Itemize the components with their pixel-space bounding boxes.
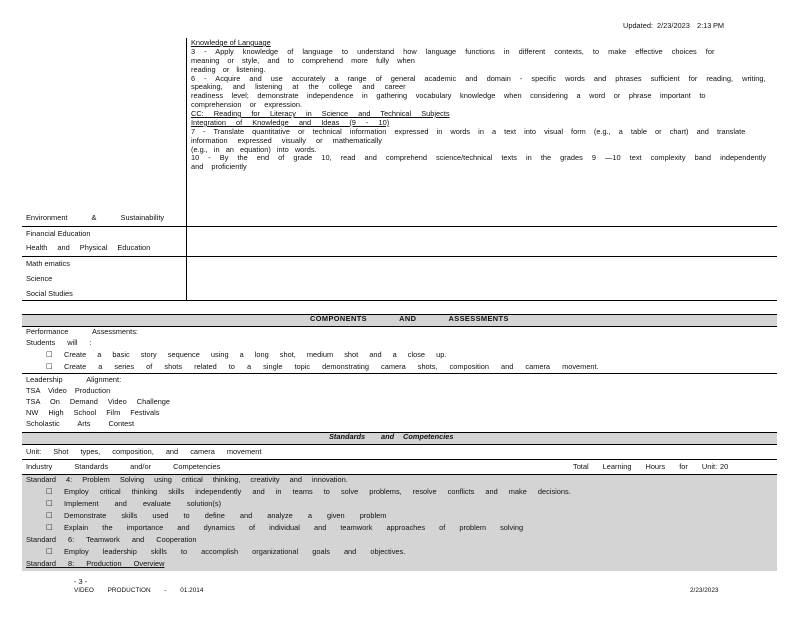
language-line: 6 - Acquire and use accurately a range of general academic and domain - specific words and phrases sufficient for reading, writing, <box>191 73 766 83</box>
language-heading: Knowledge of Language <box>191 38 271 47</box>
standards-title-3: Competencies <box>403 432 454 441</box>
updated-label: Updated: <box>623 21 653 30</box>
performance-label: Performance Assessments: <box>26 327 138 336</box>
bullet-glyph: □ <box>46 547 53 555</box>
bullet-glyph: □ <box>46 362 53 370</box>
row-label-math: Math ematics <box>26 259 70 268</box>
top-table-line-1 <box>22 226 777 227</box>
std4-item: Demonstrate skills used to define and analyze a given problem <box>64 511 387 520</box>
integration-heading: Integration of Knowledge and Ideas (9 - 10) <box>191 117 390 127</box>
updated-ampm: PM <box>713 21 725 30</box>
unit-divider <box>22 459 777 460</box>
cc-reading-heading: CC: Reading for Literacy in Science and Technical Subjects <box>191 109 450 118</box>
components-title: COMPONENTS AND ASSESSMENTS <box>310 314 509 323</box>
updated-date: 2/23/2023 <box>657 21 690 30</box>
language-line: information expressed visually or mathematically <box>191 135 382 145</box>
standard-4: Standard 4: Problem Solving using critical thinking, creativity and innovation. <box>26 475 348 484</box>
std4-item: Employ critical thinking skills independently and in teams to solve problems, resolve conflicts and make decisions. <box>64 487 571 496</box>
performance-bullet-2: Create a series of shots related to a single topic demonstrating camera shots, composition and camera movement. <box>64 362 599 371</box>
language-line: comprehension or expression. <box>191 100 303 110</box>
leadership-label: Leadership Alignment: <box>26 375 122 384</box>
footer-page-number: - 3 - <box>74 577 88 586</box>
language-line: 3 - Apply knowledge of language to understand how language functions in different contexts, to make effective choices for <box>191 46 715 56</box>
unit-line: Unit: Shot types, composition, and camera movement <box>26 447 262 456</box>
language-line: 10 - By the end of grade 10, read and comprehend science/technical texts in the grades 9 —10 text complexity band independently <box>191 153 767 163</box>
components-divider <box>22 373 777 374</box>
industry-label: Industry Standards and/or Competencies <box>26 462 221 471</box>
language-line: and proficiently <box>191 162 247 172</box>
top-table-divider <box>186 38 187 300</box>
row-label-financial: Financial Education <box>26 229 91 238</box>
row-label-science: Science <box>26 274 53 283</box>
standard-8: Standard 8: Production Overview <box>26 559 165 568</box>
language-line: (e.g., in an equation) into words. <box>191 144 317 154</box>
language-line: 7 - Translate quantitative or technical information expressed in words in a text into visual form (e.g., a table or chart) and translate <box>191 126 746 136</box>
footer-doc-title: VIDEO PRODUCTION - 01.2014 <box>74 587 204 594</box>
bullet-glyph: □ <box>46 350 53 358</box>
updated-time: 2:13 <box>697 21 712 30</box>
bullet-glyph: □ <box>46 511 53 519</box>
std6-item: Employ leadership skills to accomplish organizational goals and objectives. <box>64 547 406 556</box>
standards-header-bar <box>22 432 777 445</box>
bullet-glyph: □ <box>46 487 53 495</box>
total-hours-value: 20 <box>720 462 729 471</box>
language-line: meaning or style, and to comprehend more fully when <box>191 55 415 65</box>
top-table-line-3 <box>22 300 777 301</box>
standards-title-1: Standards <box>329 432 366 441</box>
footer-date: 2/23/2023 <box>690 587 719 594</box>
top-table-line-2 <box>22 256 777 257</box>
bullet-glyph: □ <box>46 523 53 531</box>
leadership-item: TSA On Demand Video Challenge <box>26 397 171 406</box>
language-line: readiness level; demonstrate independence in gathering vocabulary knowledge when considering a word or phrase important to <box>191 91 706 101</box>
leadership-item: Scholastic Arts Contest <box>26 419 134 428</box>
leadership-item: NW High School Film Festivals <box>26 408 160 417</box>
language-line: speaking, and listening at the college and career <box>191 82 406 92</box>
students-will: Students will : <box>26 338 92 347</box>
bullet-glyph: □ <box>46 499 53 507</box>
performance-bullet-1: Create a basic story sequence using a long shot, medium shot and a close up. <box>64 350 447 359</box>
std4-item: Explain the importance and dynamics of individual and teamwork approaches of problem solving <box>64 523 524 532</box>
total-hours-label: Total Learning Hours for Unit: <box>573 462 718 471</box>
leadership-item: TSA Video Production <box>26 386 111 395</box>
standards-title-2: and <box>381 432 395 441</box>
language-block <box>191 39 771 172</box>
row-label-health: Health and Physical Education <box>26 243 151 252</box>
row-label-social: Social Studies <box>26 289 73 298</box>
std4-item: Implement and evaluate solution(s) <box>64 499 222 508</box>
standard-6: Standard 6: Teamwork and Cooperation <box>26 535 197 544</box>
language-line: reading or listening. <box>191 64 266 74</box>
row-label-environment: Environment & Sustainability <box>26 213 165 222</box>
